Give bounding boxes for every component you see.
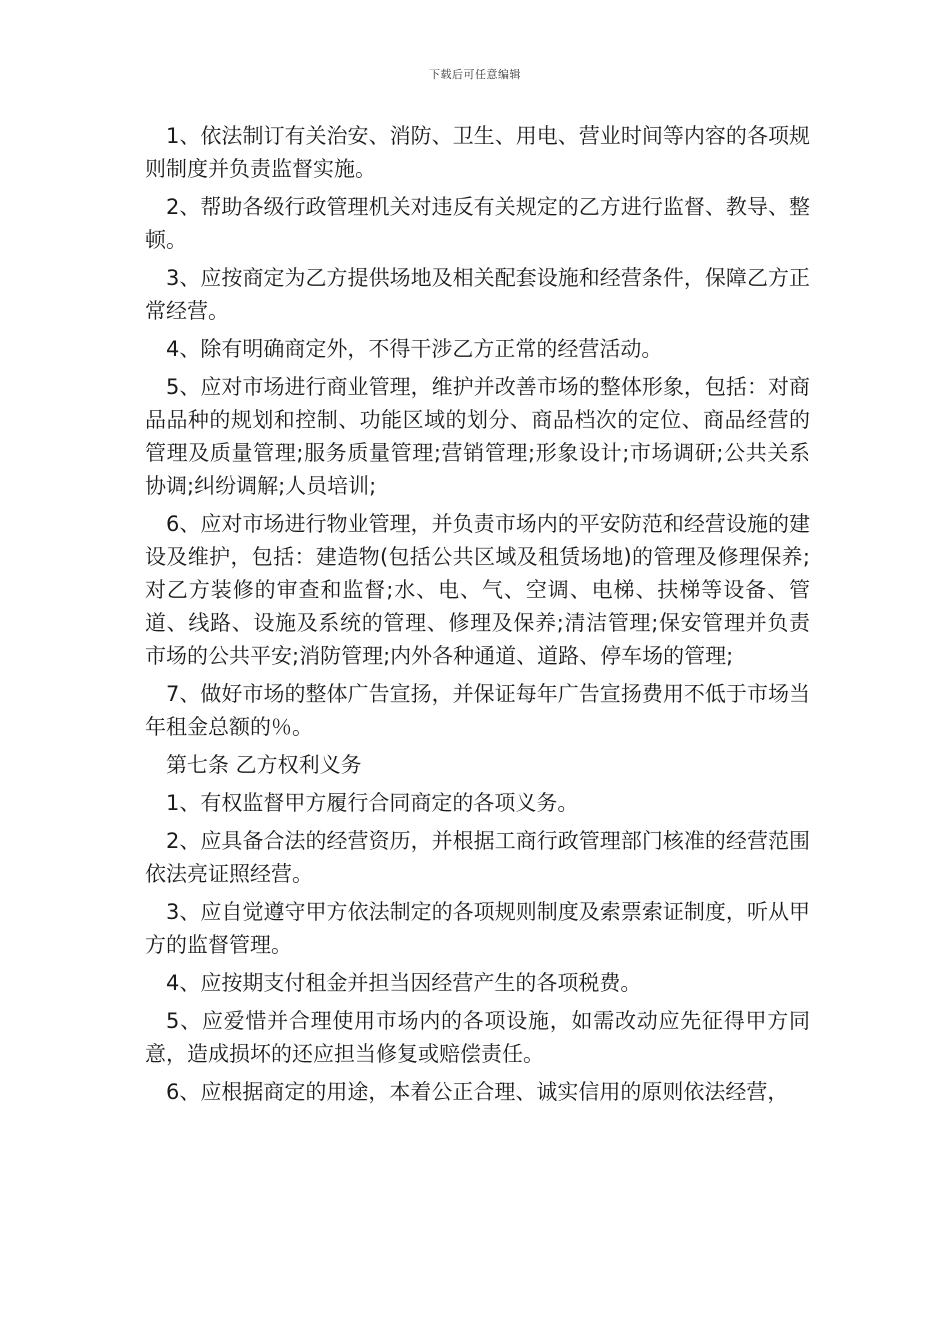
paragraph-a-3: 3、应按商定为乙方提供场地及相关配套设施和经营条件，保障乙方正常经营。 [145,266,810,323]
paragraph-b-4: 4、应按期支付租金并担当因经营产生的各项税费。 [166,971,642,995]
paragraph-a-5: 5、应对市场进行商业管理，维护并改善市场的整体形象，包括：对商品品种的规划和控制、功能区域的划分、商品档次的定位、商品经营的管理及质量管理;服务质量管理;营销管理;形象设计;市场调研;公共关系协调;纠纷调解;人员培训; [145,375,810,498]
paragraph-b-1: 1、有权监督甲方履行合同商定的各项义务。 [166,791,579,815]
paragraph-a-7: 7、做好市场的整体广告宣扬，并保证每年广告宣扬费用不低于市场当年租金总额的％。 [145,682,810,739]
page-header: 下载后可任意编辑 [429,68,521,81]
section-heading: 第七条 乙方权利义务 [166,753,362,777]
paragraph-b-2: 2、应具备合法的经营资历，并根据工商行政管理部门核准的经营范围依法亮证照经营。 [145,829,810,886]
paragraph-a-6: 6、应对市场进行物业管理，并负责市场内的平安防范和经营设施的建设及维护，包括：建造物(包括公共区域及租赁场地)的管理及修理保养;对乙方装修的审查和监督;水、电、气、空调、电梯、扶梯等设备、管道、线路、设施及系统的管理、修理及保养;清洁管理;保安管理并负责市场的公共平安;消防管理;内外各种通道、道路、停车场的管理; [145,512,810,668]
document-body [145,120,810,1114]
paragraph-b-3: 3、应自觉遵守甲方依法制定的各项规则制度及索票索证制度，听从甲方的监督管理。 [145,900,810,957]
paragraph-b-5: 5、应爱惜并合理使用市场内的各项设施，如需改动应先征得甲方同意，造成损坏的还应担当修复或赔偿责任。 [145,1009,810,1066]
paragraph-a-4: 4、除有明确商定外，不得干涉乙方正常的经营活动。 [166,337,663,361]
paragraph-a-1: 1、依法制订有关治安、消防、卫生、用电、营业时间等内容的各项规则制度并负责监督实施。 [145,124,810,181]
paragraph-a-2: 2、帮助各级行政管理机关对违反有关规定的乙方进行监督、教导、整顿。 [145,195,810,252]
paragraph-b-6: 6、应根据商定的用途，本着公正合理、诚实信用的原则依法经营， [166,1080,789,1104]
